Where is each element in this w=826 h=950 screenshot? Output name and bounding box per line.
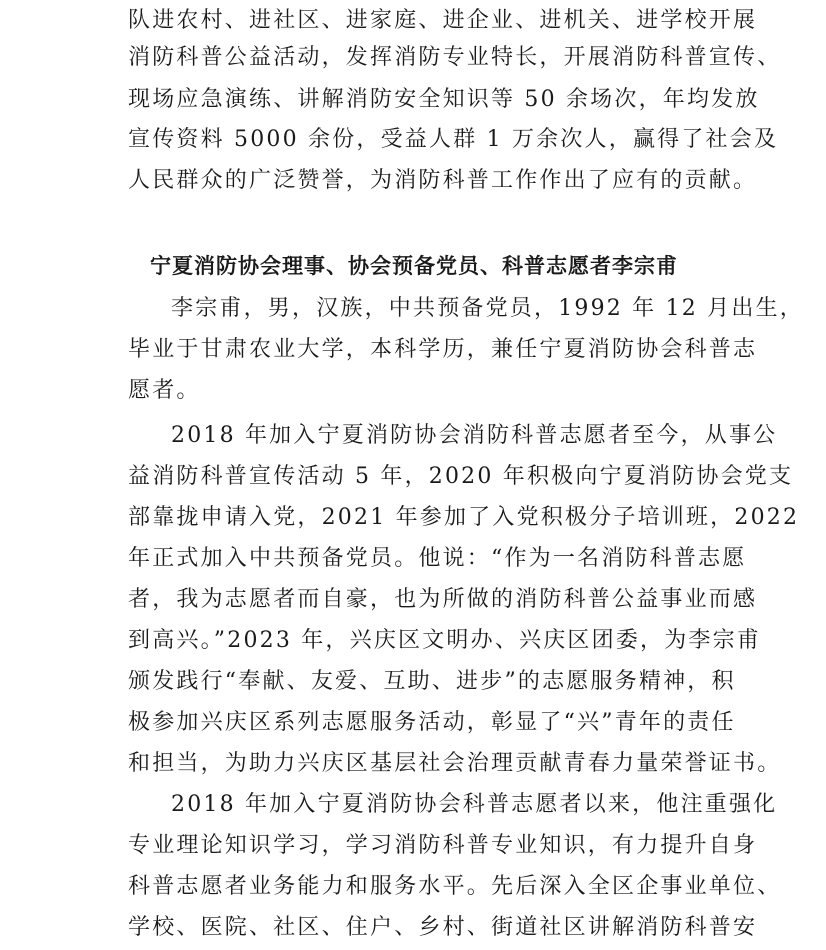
text-line: 和担当，为助力兴庆区基层社会治理贡献青春力量荣誉证书。: [128, 751, 782, 776]
text-line: 极参加兴庆区系列志愿服务活动，彰显了“兴”青年的责任: [128, 710, 736, 735]
text-line: 队进农村、进社区、进家庭、进企业、进机关、进学校开展: [128, 8, 758, 33]
text-line: 李宗甫，男，汉族，中共预备党员，1992 年 12 月出生，: [171, 296, 804, 321]
text-line: 2018 年加入宁夏消防协会科普志愿者以来，他注重强化: [171, 792, 778, 817]
text-line: 到高兴。”2023 年，兴庆区文明办、兴庆区团委，为李宗甫: [128, 628, 762, 653]
text-line: 人民群众的广泛赞誉，为消防科普工作作出了应有的贡献。: [128, 168, 758, 193]
text-line: 消防科普公益活动，发挥消防专业特长，开展消防科普宣传、: [128, 45, 782, 70]
section-heading: 宁夏消防协会理事、协会预备党员、科普志愿者李宗甫: [150, 254, 678, 278]
text-line: 专业理论知识学习，学习消防科普专业知识，有力提升自身: [128, 833, 758, 858]
text-line: 愿者。: [128, 378, 201, 403]
text-line: 者，我为志愿者而自豪，也为所做的消防科普公益事业而感: [128, 587, 758, 612]
text-line: 2018 年加入宁夏消防协会消防科普志愿者至今，从事公: [171, 423, 778, 448]
text-line: 部靠拢申请入党，2021 年参加了入党积极分子培训班，2022: [128, 505, 800, 530]
text-line: 现场应急演练、讲解消防安全知识等 50 余场次，年均发放: [128, 87, 760, 112]
text-line: 毕业于甘肃农业大学，本科学历，兼任宁夏消防协会科普志: [128, 337, 758, 362]
text-line: 学校、医院、社区、住户、乡村、街道社区讲解消防科普安: [128, 915, 758, 940]
text-line: 益消防科普宣传活动 5 年，2020 年积极向宁夏消防协会党支: [128, 464, 794, 489]
text-line: 颁发践行“奉献、友爱、互助、进步”的志愿服务精神，积: [128, 669, 736, 694]
text-line: 宣传资料 5000 余份，受益人群 1 万余次人，赢得了社会及: [128, 127, 779, 152]
text-line: 年正式加入中共预备党员。他说：“作为一名消防科普志愿: [128, 546, 747, 571]
text-line: 科普志愿者业务能力和服务水平。先后深入全区企事业单位、: [128, 874, 782, 899]
